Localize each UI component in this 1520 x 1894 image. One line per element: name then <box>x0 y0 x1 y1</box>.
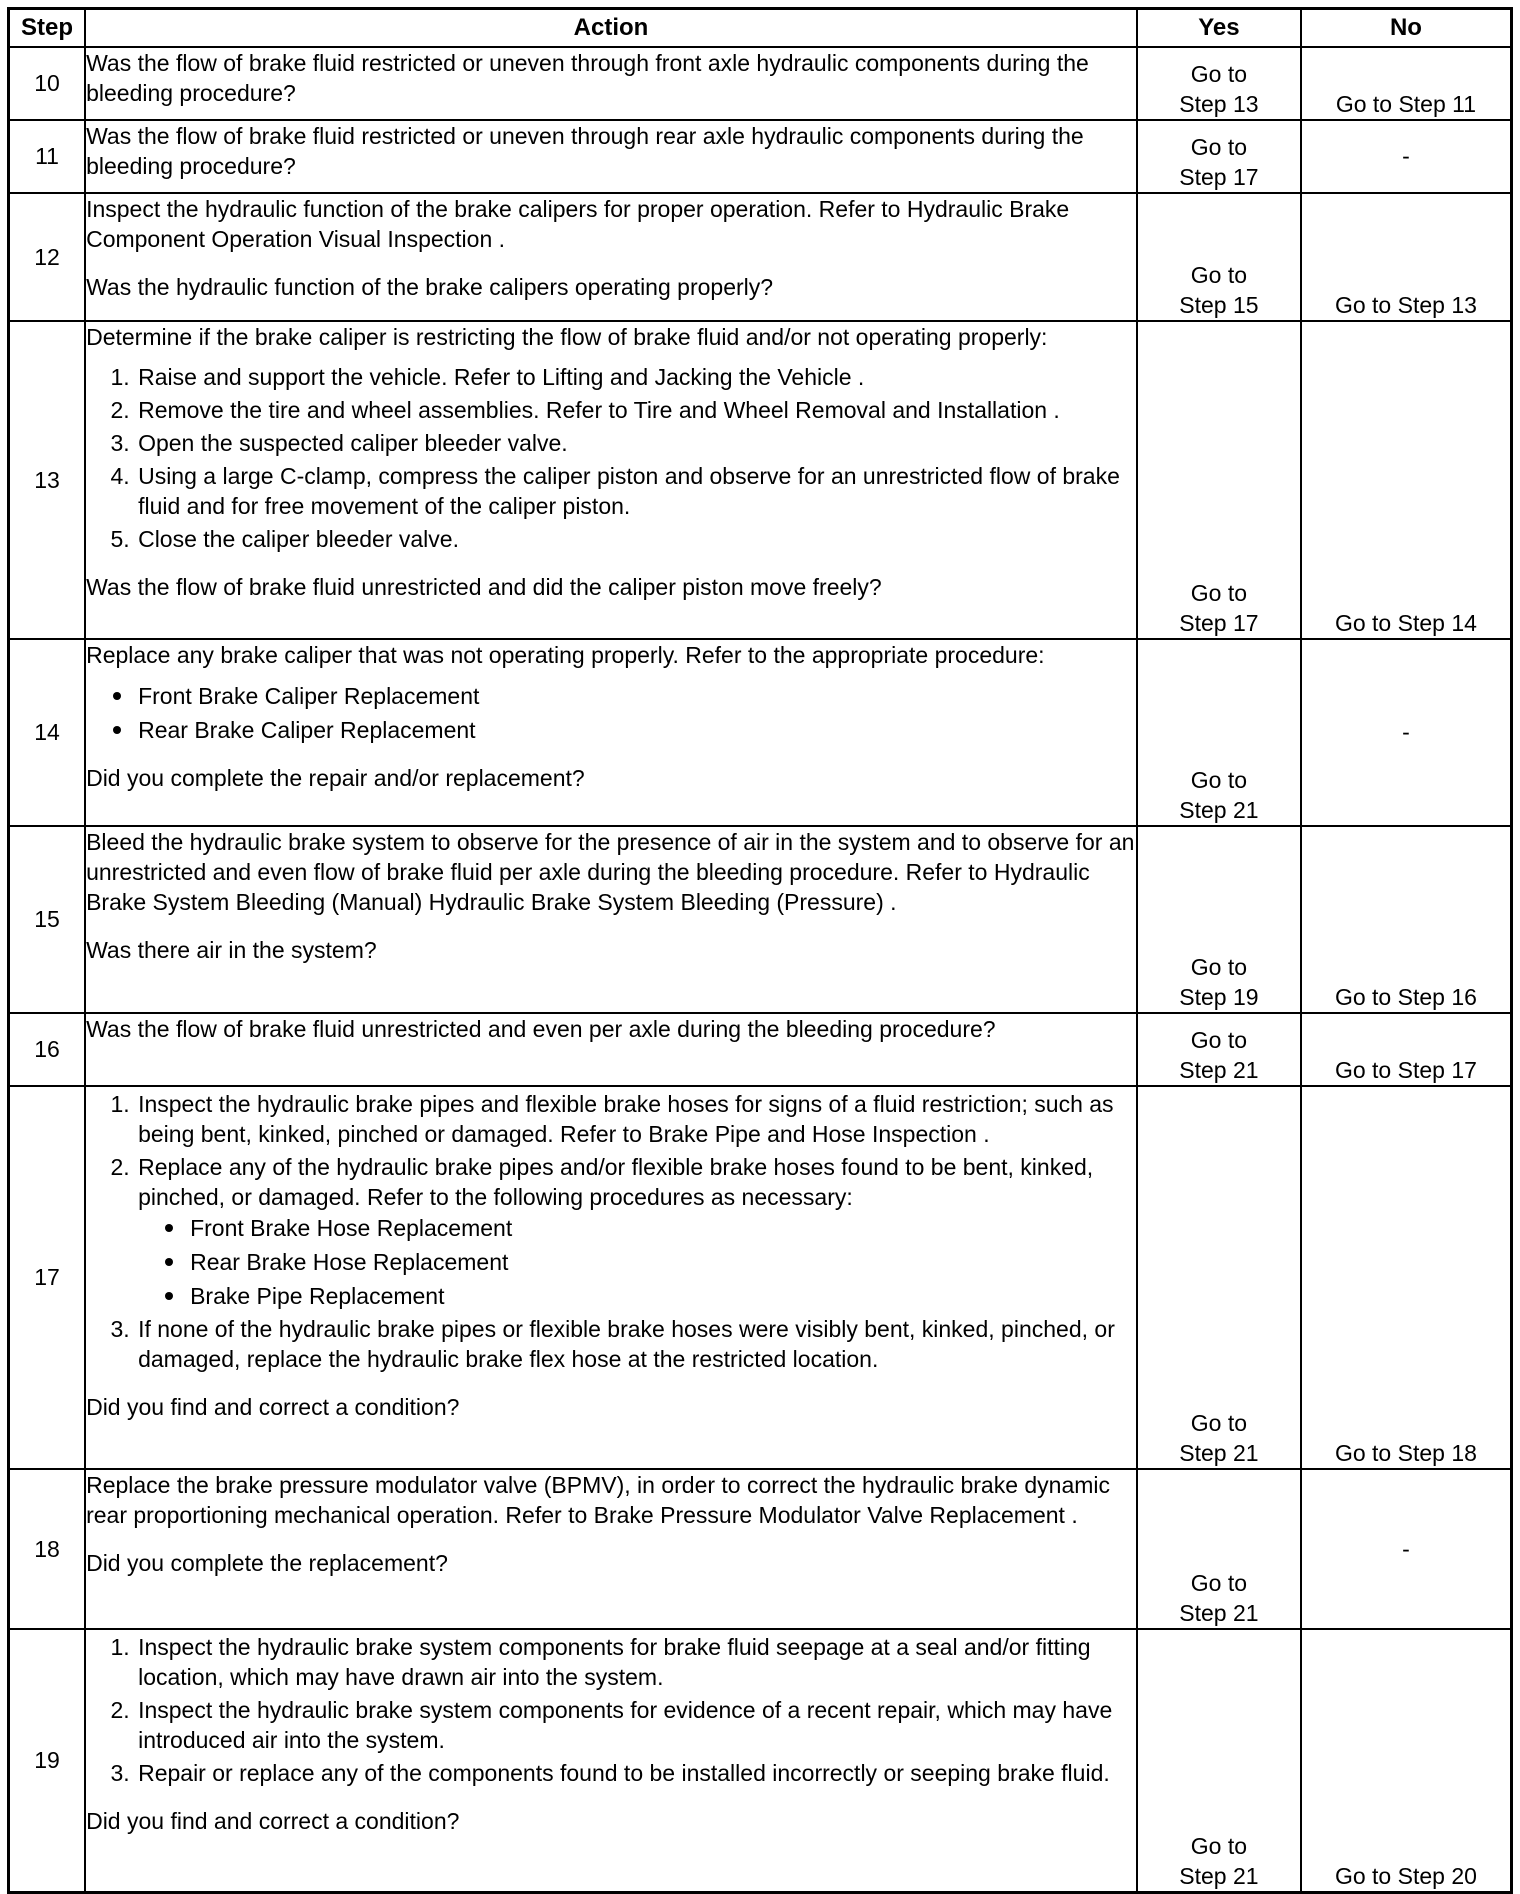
step-number: 18 <box>9 1469 86 1629</box>
action-question: Was the flow of brake fluid unrestricted and did the caliper piston move freely? <box>86 573 882 600</box>
yes-line-1: Go to <box>1190 1569 1248 1596</box>
action-cell <box>85 1013 1137 1086</box>
table-row <box>9 1086 1512 1469</box>
no-cell: Go to Step 18 <box>1301 1086 1512 1469</box>
yes-line-2: Step 19 <box>1179 983 1259 1010</box>
bullet-item: • Rear Brake Hose Replacement <box>188 1246 1136 1277</box>
procedure-step: 1. Raise and support the vehicle. Refer to Lifting and Jacking the Vehicle . <box>136 362 1136 392</box>
step-number: 19 <box>9 1629 86 1893</box>
procedure-step: 1. Inspect the hydraulic brake system components for brake fluid seepage at a seal and/or fitting location, which may have drawn air into the system. <box>136 1632 1136 1692</box>
table-row <box>9 639 1512 826</box>
header-no: No <box>1301 9 1512 47</box>
yes-line-1: Go to <box>1190 579 1248 606</box>
procedure-step: 3. Repair or replace any of the components found to be installed incorrectly or seeping brake fluid. <box>136 1758 1136 1788</box>
procedure-bullets <box>86 680 1136 745</box>
yes-cell <box>1137 193 1301 321</box>
procedure-step: 3. Open the suspected caliper bleeder valve. <box>136 428 1136 458</box>
step-number: 15 <box>9 826 86 1013</box>
action-question: Did you find and correct a condition? <box>86 1393 460 1420</box>
no-cell: - <box>1301 639 1512 826</box>
procedure-step: 2. Remove the tire and wheel assemblies. Refer to Tire and Wheel Removal and Installation . <box>136 395 1136 425</box>
no-cell: Go to Step 13 <box>1301 193 1512 321</box>
yes-cell <box>1137 1086 1301 1469</box>
step-number: 17 <box>9 1086 86 1469</box>
yes-line-2: Step 21 <box>1179 796 1259 823</box>
no-cell: Go to Step 20 <box>1301 1629 1512 1893</box>
yes-line-2: Step 21 <box>1179 1599 1259 1626</box>
action-cell <box>85 47 1137 120</box>
action-text: Was the flow of brake fluid unrestricted and even per axle during the bleeding procedure? <box>86 1015 996 1042</box>
yes-cell <box>1137 321 1301 639</box>
table-row <box>9 120 1512 193</box>
action-text: Bleed the hydraulic brake system to observe for the presence of air in the system and to observe for an unrestricted and even flow of brake fluid per axle during the bleeding procedure. Refer to Hydraulic Brake System Bleeding (Manual) Hydraulic Brake System Bleeding (Pressure) . <box>86 828 1135 915</box>
yes-line-1: Go to <box>1190 766 1248 793</box>
yes-line-1: Go to <box>1190 1833 1248 1859</box>
bullet-item: • Front Brake Caliper Replacement <box>136 680 1136 711</box>
action-text: Was the flow of brake fluid restricted or uneven through rear axle hydraulic components during the bleeding procedure? <box>86 122 1084 179</box>
header-yes: Yes <box>1137 9 1301 47</box>
yes-cell <box>1137 639 1301 826</box>
no-cell: - <box>1301 120 1512 193</box>
no-cell: Go to Step 11 <box>1301 47 1512 120</box>
table-row <box>9 826 1512 1013</box>
procedure-list <box>86 1632 1136 1788</box>
procedure-step: 2. Inspect the hydraulic brake system components for evidence of a recent repair, which may have introduced air into the system. <box>136 1695 1136 1755</box>
yes-cell <box>1137 1469 1301 1629</box>
action-cell <box>85 826 1137 1013</box>
procedure-step: 5. Close the caliper bleeder valve. <box>136 524 1136 554</box>
procedure-step: 1. Inspect the hydraulic brake pipes and flexible brake hoses for signs of a fluid restriction; such as being bent, kinked, pinched or damaged. Refer to Brake Pipe and Hose Inspection . <box>136 1089 1136 1149</box>
no-cell: - <box>1301 1469 1512 1629</box>
table-row <box>9 321 1512 639</box>
action-cell <box>85 1086 1137 1469</box>
yes-cell <box>1137 1013 1301 1086</box>
action-cell <box>85 193 1137 321</box>
procedure-list <box>86 362 1136 554</box>
yes-line-2: Step 15 <box>1179 291 1259 318</box>
table-row <box>9 47 1512 120</box>
procedure-step <box>136 1152 1136 1311</box>
action-cell <box>85 120 1137 193</box>
action-text: Inspect the hydraulic function of the brake calipers for proper operation. Refer to Hydraulic Brake Component Operation Visual Inspection . <box>86 195 1070 252</box>
no-cell: Go to Step 16 <box>1301 826 1512 1013</box>
table-row <box>9 193 1512 321</box>
action-cell <box>85 1629 1137 1893</box>
yes-line-1: Go to <box>1190 1026 1248 1053</box>
action-cell <box>85 639 1137 826</box>
yes-cell <box>1137 47 1301 120</box>
yes-cell <box>1137 120 1301 193</box>
no-cell: Go to Step 17 <box>1301 1013 1512 1086</box>
yes-line-1: Go to <box>1190 60 1248 87</box>
yes-line-1: Go to <box>1190 261 1248 288</box>
step-number: 11 <box>9 120 86 193</box>
yes-line-2: Step 21 <box>1179 1439 1259 1466</box>
action-cell <box>85 321 1137 639</box>
header-step: Step <box>9 9 86 47</box>
action-text: Replace any brake caliper that was not operating properly. Refer to the appropriate procedure: <box>86 641 1045 668</box>
action-text: Determine if the brake caliper is restricting the flow of brake fluid and/or not operating properly: <box>86 323 1048 350</box>
action-question: Did you complete the repair and/or replacement? <box>86 764 585 791</box>
table-row <box>9 1629 1512 1893</box>
step-number: 16 <box>9 1013 86 1086</box>
action-question: Was the hydraulic function of the brake calipers operating properly? <box>86 273 774 300</box>
step-number: 10 <box>9 47 86 120</box>
procedure-subbullets <box>138 1212 1136 1311</box>
bullet-item: • Rear Brake Caliper Replacement <box>136 714 1136 745</box>
yes-line-1: Go to <box>1190 953 1248 980</box>
procedure-step-text: Replace any of the hydraulic brake pipes and/or flexible brake hoses found to be bent, kinked, pinched, or damaged. Refer to the following procedures as necessary: <box>138 1153 1094 1210</box>
action-question: Did you find and correct a condition? <box>86 1807 460 1834</box>
yes-line-2: Step 21 <box>1179 1056 1259 1083</box>
procedure-step: 4. Using a large C-clamp, compress the caliper piston and observe for an unrestricted flow of brake fluid and for free movement of the caliper piston. <box>136 461 1136 521</box>
bullet-item: • Front Brake Hose Replacement <box>188 1212 1136 1243</box>
action-text: Replace the brake pressure modulator valve (BPMV), in order to correct the hydraulic brake dynamic rear proportioning mechanical operation. Refer to Brake Pressure Modulator Valve Replacement . <box>86 1471 1111 1528</box>
header-action: Action <box>85 9 1137 47</box>
step-number: 13 <box>9 321 86 639</box>
yes-cell <box>1137 1629 1301 1893</box>
step-number: 12 <box>9 193 86 321</box>
table-row <box>9 1469 1512 1629</box>
yes-line-2: Step 21 <box>1179 1863 1259 1889</box>
action-question: Did you complete the replacement? <box>86 1549 448 1576</box>
procedure-step: 3. If none of the hydraulic brake pipes or flexible brake hoses were visibly bent, kinked, pinched, or damaged, replace the hydraulic brake flex hose at the restricted location. <box>136 1314 1136 1374</box>
action-cell <box>85 1469 1137 1629</box>
diagnostic-table-page <box>7 7 1513 1889</box>
procedure-list <box>86 1089 1136 1374</box>
table-row <box>9 1013 1512 1086</box>
diagnostic-table <box>7 7 1513 1894</box>
bullet-item: • Brake Pipe Replacement <box>188 1280 1136 1311</box>
yes-line-2: Step 17 <box>1179 163 1259 190</box>
action-question: Was there air in the system? <box>86 936 377 963</box>
action-text: Was the flow of brake fluid restricted or uneven through front axle hydraulic components during the bleeding procedure? <box>86 49 1089 106</box>
step-number: 14 <box>9 639 86 826</box>
yes-line-2: Step 17 <box>1179 609 1259 636</box>
yes-line-1: Go to <box>1190 1409 1248 1436</box>
no-cell: Go to Step 14 <box>1301 321 1512 639</box>
yes-line-2: Step 13 <box>1179 90 1259 117</box>
header-row <box>9 9 1512 47</box>
yes-line-1: Go to <box>1190 133 1248 160</box>
yes-cell <box>1137 826 1301 1013</box>
